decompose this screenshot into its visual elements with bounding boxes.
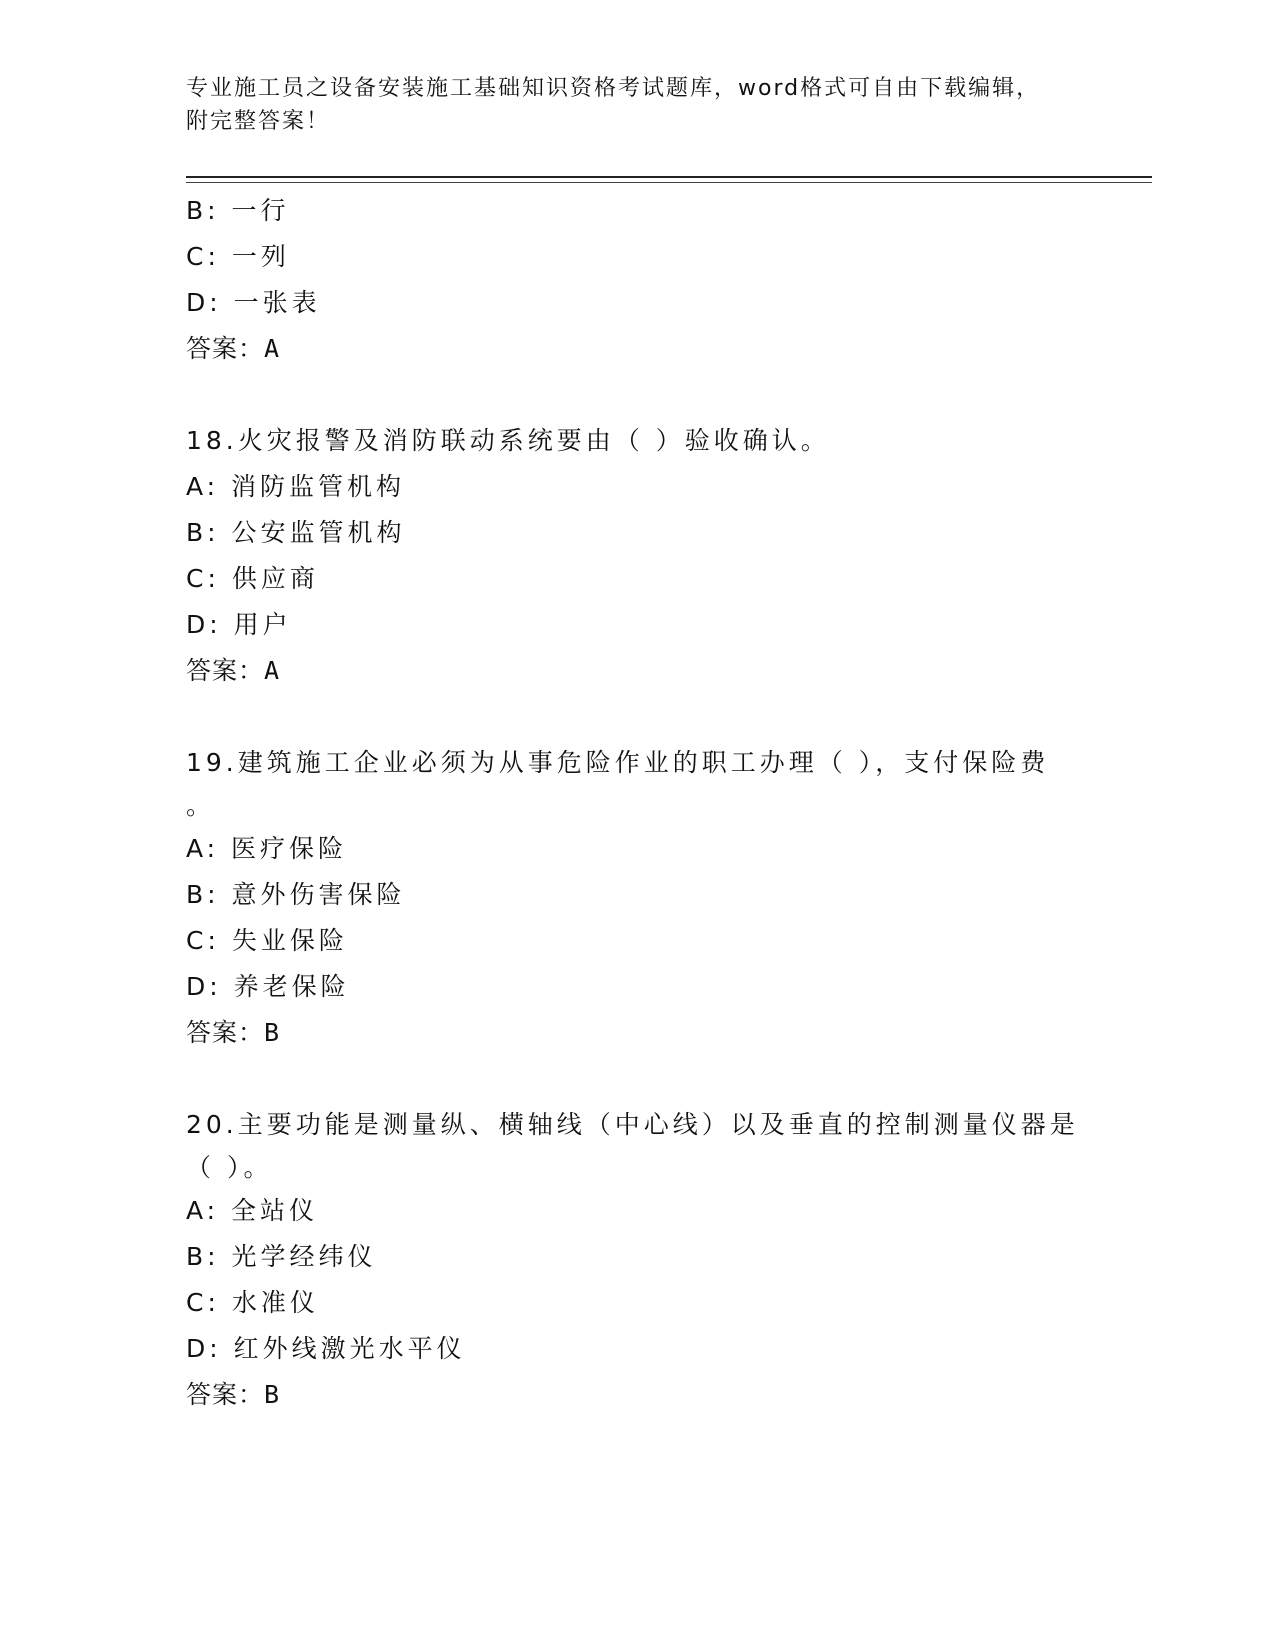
- option-c: C: 供应商: [186, 564, 319, 593]
- answer-value: B: [264, 1018, 280, 1047]
- question-text-continued: （ ）。: [186, 1153, 273, 1182]
- spacer: [186, 694, 1076, 740]
- answer-line: [186, 1372, 1076, 1418]
- question-17-tail: [186, 188, 1076, 372]
- header-line-2: 附完整答案！: [186, 109, 331, 134]
- option-a: A: 消防监管机构: [186, 472, 406, 501]
- option-d: D: 一张表: [186, 288, 321, 317]
- option-d: D: 红外线激光水平仪: [186, 1334, 466, 1363]
- answer-line: [186, 1010, 1076, 1056]
- spacer: [186, 1056, 1076, 1102]
- question-text: 18.火灾报警及消防联动系统要由（ ）验收确认。: [186, 426, 830, 455]
- option-c: C: 一列: [186, 242, 290, 271]
- question-19: [186, 740, 1076, 1056]
- question-text-continued: 。: [186, 791, 216, 820]
- header-divider-thin: [186, 182, 1152, 183]
- answer-label: 答案：: [186, 1018, 265, 1047]
- question-text: 20.主要功能是测量纵、横轴线（中心线）以及垂直的控制测量仪器是: [186, 1110, 1079, 1139]
- answer-label: 答案：: [186, 1380, 265, 1409]
- option-a: A: 医疗保险: [186, 834, 348, 863]
- answer-value: A: [264, 656, 280, 685]
- question-18: [186, 418, 1076, 694]
- option-b: B: 光学经纬仪: [186, 1242, 377, 1271]
- answer-label: 答案：: [186, 656, 265, 685]
- answer-line: [186, 648, 1076, 694]
- answer-label: 答案：: [186, 334, 265, 363]
- option-b: B: 公安监管机构: [186, 518, 406, 547]
- answer-value: B: [264, 1380, 280, 1409]
- option-d: D: 养老保险: [186, 972, 350, 1001]
- option-a: A: 全站仪: [186, 1196, 319, 1225]
- question-text: 19.建筑施工企业必须为从事危险作业的职工办理（ ），支付保险费: [186, 748, 1050, 777]
- spacer: [186, 372, 1076, 418]
- option-d: D: 用户: [186, 610, 292, 639]
- header-divider-thick: [186, 176, 1152, 178]
- answer-value: A: [264, 334, 280, 363]
- answer-line: [186, 326, 1076, 372]
- question-list: [186, 188, 1079, 1418]
- option-c: C: 水准仪: [186, 1288, 319, 1317]
- header-line-1: 专业施工员之设备安装施工基础知识资格考试题库，word格式可自由下载编辑，: [186, 76, 1041, 101]
- option-b: B: 一行: [186, 196, 290, 225]
- document-header: [186, 72, 1086, 138]
- option-b: B: 意外伤害保险: [186, 880, 406, 909]
- option-c: C: 失业保险: [186, 926, 348, 955]
- question-20: [186, 1102, 1079, 1418]
